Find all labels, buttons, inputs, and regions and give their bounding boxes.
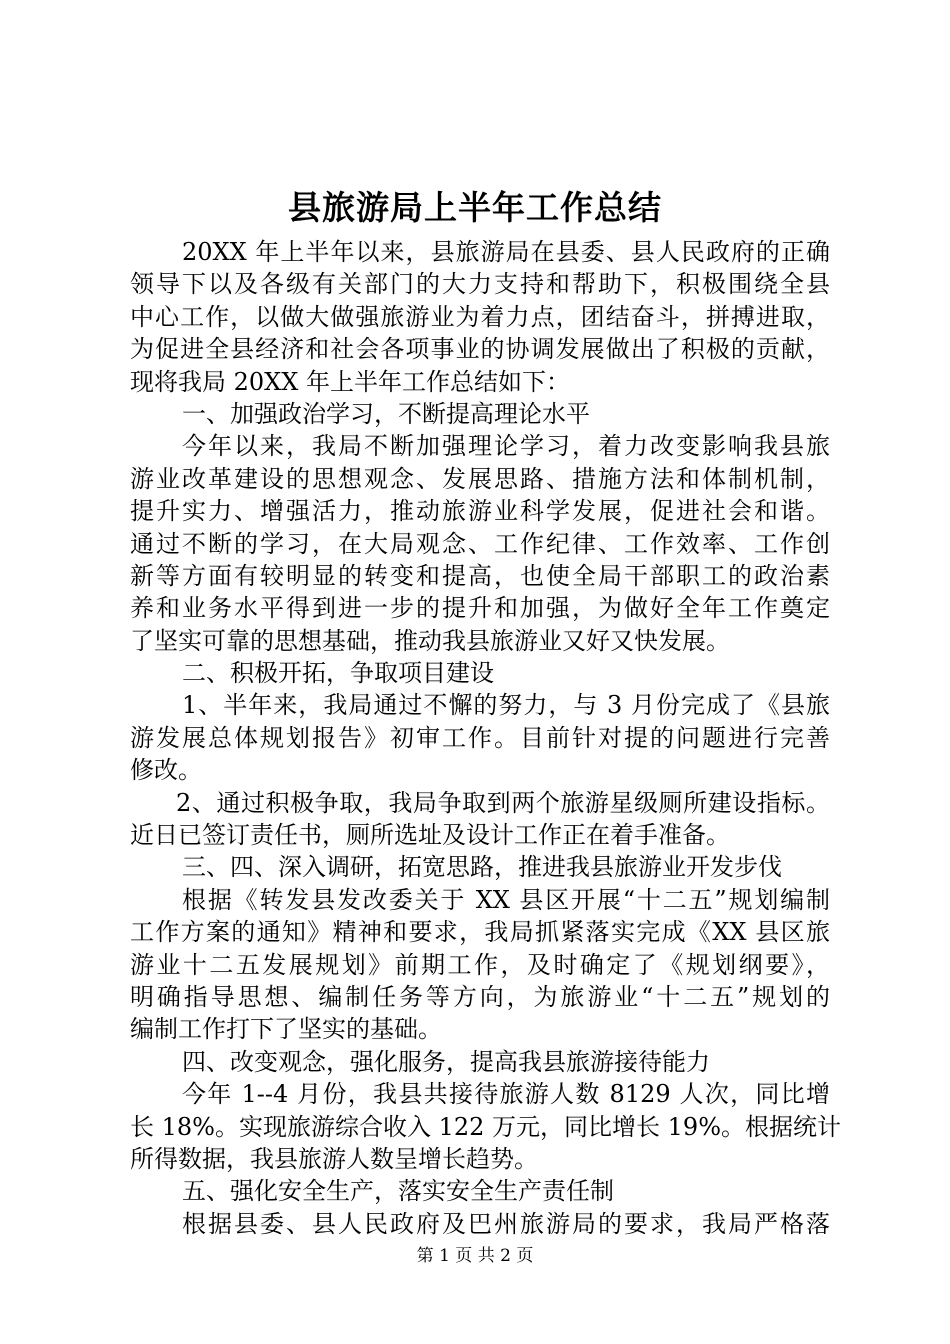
section-heading: 五、强化安全生产，落实安全生产责任制 bbox=[182, 1177, 614, 1206]
paragraph-line: 长 18%。实现旅游综合收入 122 万元，同比增长 19%。根据统计 bbox=[130, 1112, 842, 1141]
paragraph-line: 中心工作，以做大做强旅游业为着力点，团结奋斗，拼搏进取， bbox=[130, 302, 830, 331]
section-heading: 一、加强政治学习，不断提高理论水平 bbox=[182, 399, 590, 428]
paragraph-line: 为促进全县经济和社会各项事业的协调发展做出了积极的贡献， bbox=[130, 335, 830, 364]
paragraph-line: 编制工作打下了坚实的基础。 bbox=[130, 1015, 442, 1044]
paragraph-line: 工作方案的通知》精神和要求，我局抓紧落实完成《XX 县区旅 bbox=[130, 918, 830, 947]
paragraph-line: 通过不断的学习，在大局观念、工作纪律、工作效率、工作创 bbox=[130, 529, 830, 558]
paragraph-line: 今年以来，我局不断加强理论学习，着力改变影响我县旅 bbox=[182, 432, 830, 461]
paragraph-line: 根据县委、县人民政府及巴州旅游局的要求，我局严格落 bbox=[182, 1209, 830, 1238]
section-heading: 三、四、深入调研，拓宽思路，推进我县旅游业开发步伐 bbox=[182, 853, 782, 882]
paragraph-line: 现将我局 20XX 年上半年工作总结如下： bbox=[130, 367, 570, 396]
paragraph-line: 根据《转发县发改委关于 XX 县区开展“十二五”规划编制 bbox=[182, 885, 830, 914]
paragraph-line: 提升实力、增强活力，推动旅游业科学发展，促进社会和谐。 bbox=[130, 497, 830, 526]
paragraph-line: 今年 1--4 月份，我县共接待旅游人数 8129 人次，同比增 bbox=[182, 1080, 830, 1109]
paragraph-line: 养和业务水平得到进一步的提升和加强，为做好全年工作奠定 bbox=[130, 594, 830, 623]
paragraph-line: 新等方面有较明显的转变和提高，也使全局干部职工的政治素 bbox=[130, 561, 830, 590]
paragraph-line: 游发展总体规划报告》初审工作。目前针对提的问题进行完善 bbox=[130, 723, 830, 752]
paragraph-line: 明确指导思想、编制任务等方向，为旅游业“十二五”规划的 bbox=[130, 982, 830, 1011]
section-heading: 二、积极开拓，争取项目建设 bbox=[182, 659, 494, 688]
paragraph-line: 20XX 年上半年以来，县旅游局在县委、县人民政府的正确 bbox=[182, 238, 830, 266]
paragraph-line: 修改。 bbox=[130, 756, 202, 785]
paragraph-line: 游业改革建设的思想观念、发展思路、措施方法和体制机制， bbox=[130, 464, 830, 493]
section-heading: 四、改变观念，强化服务，提高我县旅游接待能力 bbox=[182, 1047, 710, 1076]
document-title: 县旅游局上半年工作总结 bbox=[288, 188, 662, 227]
paragraph-line: 2、通过积极争取，我局争取到两个旅游星级厕所建设指标。 bbox=[176, 788, 830, 817]
paragraph-line: 领导下以及各级有关部门的大力支持和帮助下，积极围绕全县 bbox=[130, 270, 830, 299]
paragraph-line: 1、半年来，我局通过不懈的努力，与 3 月份完成了《县旅 bbox=[182, 691, 830, 720]
document-body bbox=[130, 236, 842, 1240]
paragraph-line: 所得数据，我县旅游人数呈增长趋势。 bbox=[130, 1144, 538, 1173]
paragraph-line: 近日已签订责任书，厕所选址及设计工作正在着手准备。 bbox=[130, 821, 730, 850]
paragraph-line: 游业十二五发展规划》前期工作，及时确定了《规划纲要》， bbox=[130, 950, 830, 979]
page-number-footer: 第 1 页 共 2 页 bbox=[416, 1246, 534, 1266]
paragraph-line: 了坚实可靠的思想基础，推动我县旅游业又好又快发展。 bbox=[130, 626, 730, 655]
